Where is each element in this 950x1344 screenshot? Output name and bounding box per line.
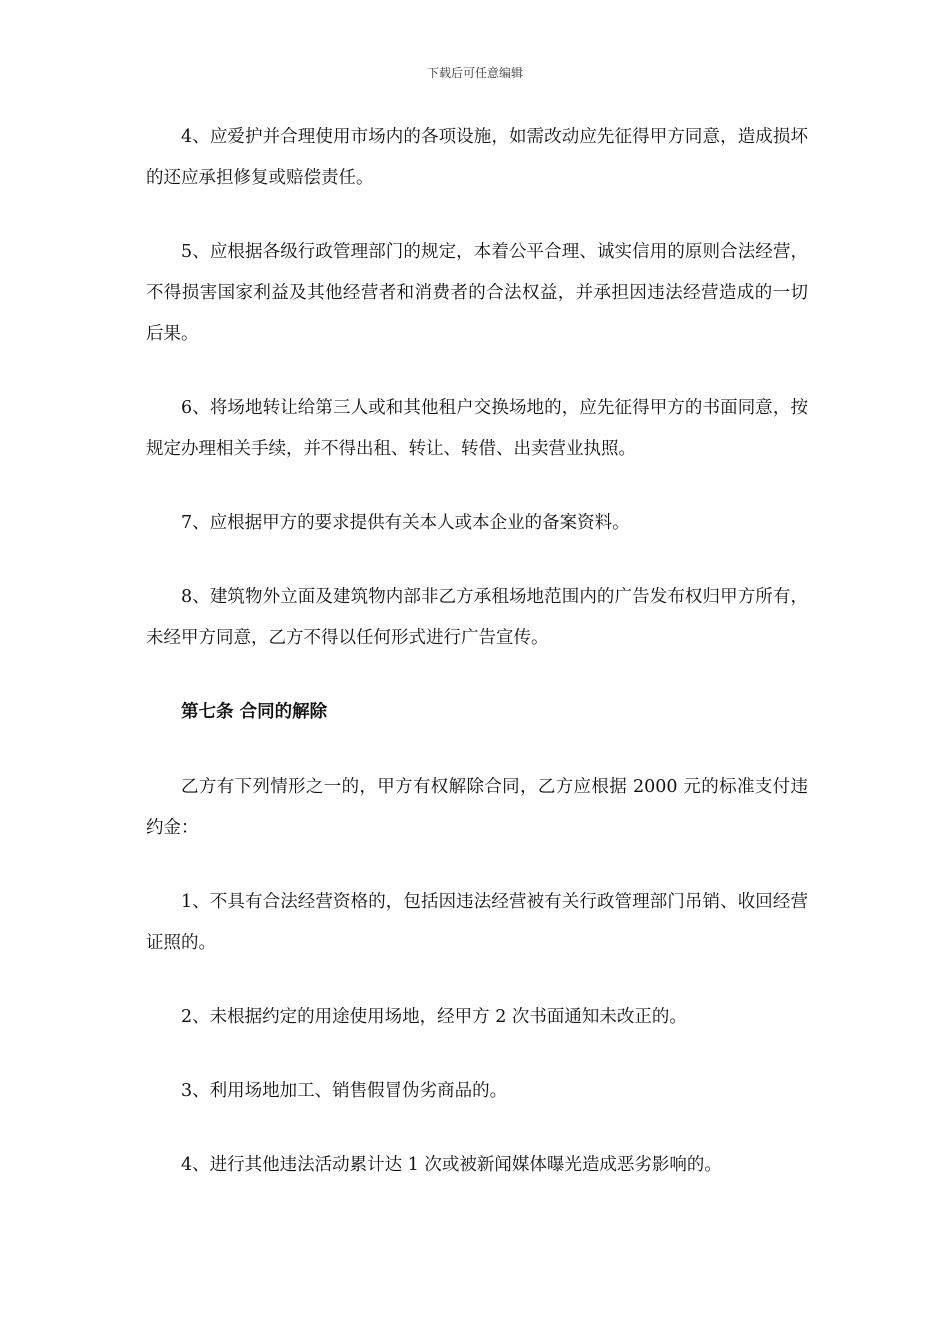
paragraph-clause-4: 4、应爱护并合理使用市场内的各项设施，如需改动应先征得甲方同意，造成损坏的还应承担修复或赔偿责任。	[146, 127, 808, 188]
paragraph-clause-7: 7、应根据甲方的要求提供有关本人或本企业的备案资料。	[181, 513, 630, 533]
paragraph-termination-3: 3、利用场地加工、销售假冒伪劣商品的。	[181, 1081, 508, 1101]
paragraph-clause-5: 5、应根据各级行政管理部门的规定，本着公平合理、诚实信用的原则合法经营，不得损害国家利益及其他经营者和消费者的合法权益，并承担因违法经营造成的一切后果。	[146, 242, 808, 344]
paragraph-termination-intro: 乙方有下列情形之一的，甲方有权解除合同，乙方应根据 2000 元的标准支付违约金：	[146, 777, 808, 838]
paragraph-termination-2: 2、未根据约定的用途使用场地，经甲方 2 次书面通知未改正的。	[181, 1007, 687, 1027]
paragraph-termination-4: 4、进行其他违法活动累计达 1 次或被新闻媒体曝光造成恶劣影响的。	[181, 1155, 722, 1175]
document-body	[146, 117, 808, 1186]
paragraph-clause-8: 8、建筑物外立面及建筑物内部非乙方承租场地范围内的广告发布权归甲方所有，未经甲方同意，乙方不得以任何形式进行广告宣传。	[146, 587, 808, 648]
paragraph-clause-6: 6、将场地转让给第三人或和其他租户交换场地的，应先征得甲方的书面同意，按规定办理相关手续，并不得出租、转让、转借、出卖营业执照。	[146, 398, 808, 459]
paragraph-termination-1: 1、不具有合法经营资格的，包括因违法经营被有关行政管理部门吊销、收回经营证照的。	[146, 892, 808, 953]
section-heading: 第七条 合同的解除	[181, 702, 328, 722]
header-note: 下载后可任意编辑	[426, 66, 523, 80]
